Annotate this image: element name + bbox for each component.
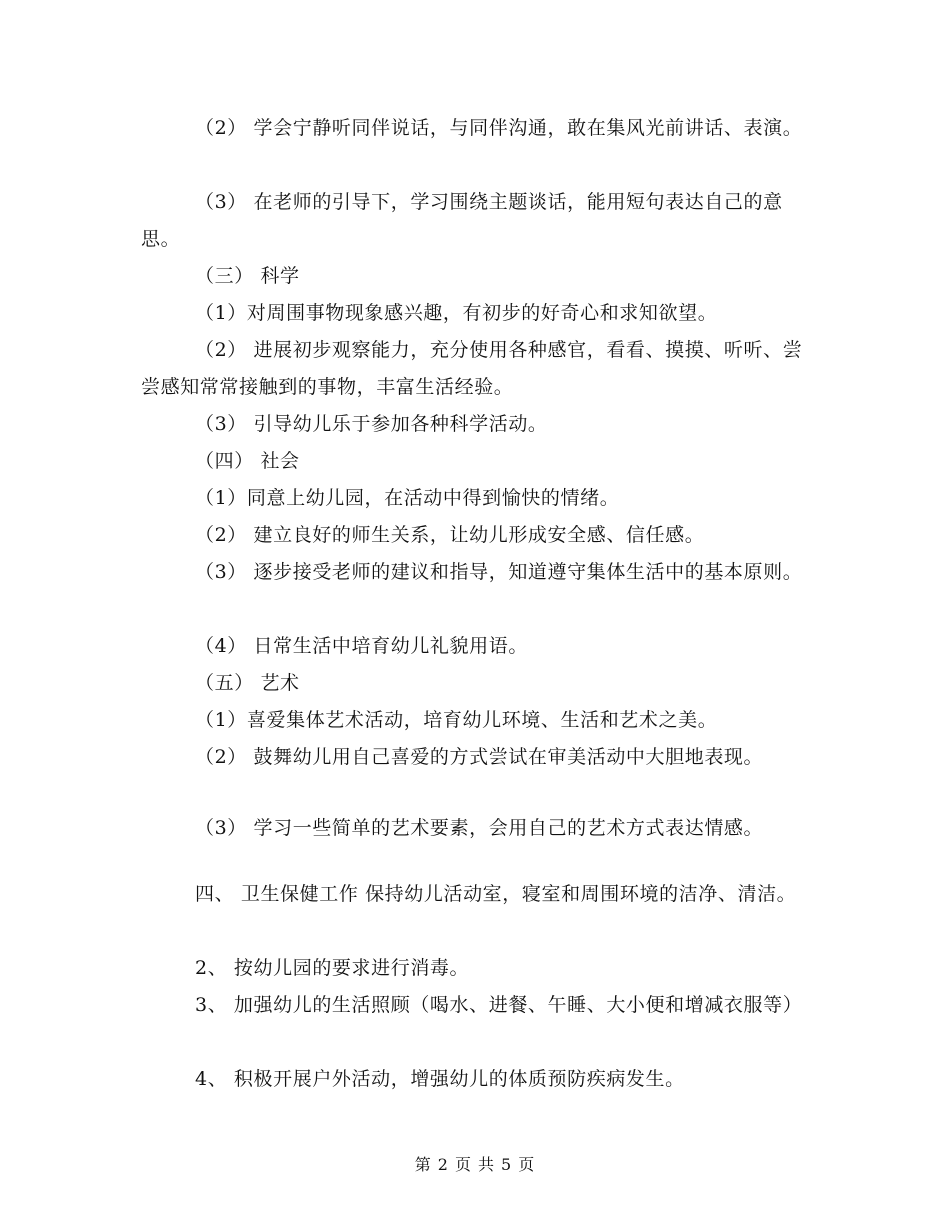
paragraph-health-2: 2、 按幼儿园的要求进行消毒。	[195, 957, 470, 979]
footer-page-number: 2	[437, 1155, 449, 1174]
paragraph-society-2: （2） 建立良好的师生关系，让幼儿形成安全感、信任感。	[195, 524, 705, 546]
heading-society: （四） 社会	[195, 450, 300, 472]
paragraph-science-2: （2） 进展初步观察能力，充分使用各种感官，看看、摸摸、听听、尝尝感知常常接触到的事物，丰富生活经验。	[141, 339, 803, 398]
footer-total-pages: 5	[501, 1155, 513, 1174]
heading-art: （五） 艺术	[195, 672, 300, 694]
footer-middle: 页 共	[454, 1155, 496, 1174]
paragraph-society-4: （4） 日常生活中培育幼儿礼貌用语。	[195, 635, 528, 657]
paragraph-health-3: 3、 加强幼儿的生活照顾（喝水、进餐、午睡、大小便和增减衣服等）	[195, 994, 803, 1016]
paragraph-art-1: （1）喜爱集体艺术活动，培育幼儿环境、生活和艺术之美。	[195, 709, 718, 731]
paragraph-society-1: （1）同意上幼儿园，在活动中得到愉快的情绪。	[195, 487, 620, 509]
paragraph-health-1: 四、 卫生保健工作 保持幼儿活动室，寝室和周围环境的洁净、清洁。	[195, 883, 797, 905]
footer-suffix: 页	[518, 1155, 536, 1174]
paragraph-language-3: （3） 在老师的引导下，学习围绕主题谈话，能用短句表达自己的意思。	[141, 191, 783, 250]
paragraph-art-3: （3） 学习一些简单的艺术要素，会用自己的艺术方式表达情感。	[195, 817, 764, 839]
paragraph-language-2: （2） 学会宁静听同伴说话，与同伴沟通，敢在集风光前讲话、表演。	[195, 117, 803, 139]
paragraph-science-1: （1）对周围事物现象感兴趣，有初步的好奇心和求知欲望。	[195, 302, 718, 324]
paragraph-health-4: 4、 积极开展户外活动，增强幼儿的体质预防疾病发生。	[195, 1068, 685, 1090]
heading-science: （三） 科学	[195, 265, 300, 287]
footer-prefix: 第	[414, 1155, 432, 1174]
paragraph-science-3: （3） 引导幼儿乐于参加各种科学活动。	[195, 413, 548, 435]
page-footer	[0, 1152, 950, 1175]
paragraph-art-2: （2） 鼓舞幼儿用自己喜爱的方式尝试在审美活动中大胆地表现。	[195, 746, 764, 768]
paragraph-society-3: （3） 逐步接受老师的建议和指导，知道遵守集体生活中的基本原则。	[195, 561, 803, 583]
